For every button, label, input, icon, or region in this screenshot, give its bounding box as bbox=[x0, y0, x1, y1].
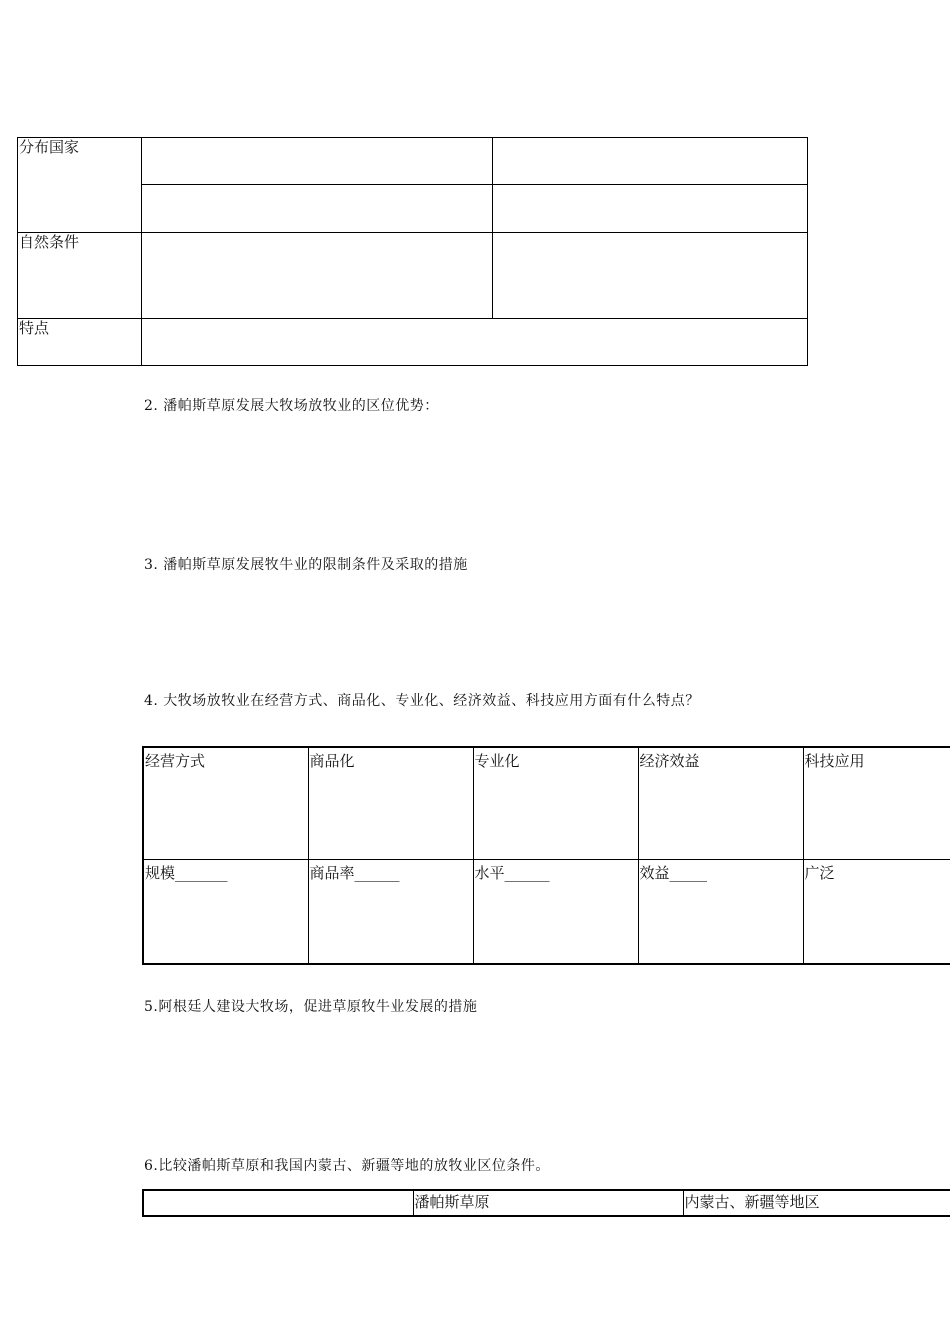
table-cell bbox=[493, 185, 808, 233]
header-specialization: 专业化 bbox=[473, 747, 638, 859]
table-cell bbox=[493, 233, 808, 319]
ranching-features-table bbox=[142, 746, 950, 965]
header-commercialization: 商品化 bbox=[308, 747, 473, 859]
cell-widespread: 广泛 bbox=[803, 859, 950, 964]
question-5: 5.阿根廷人建设大牧场，促进草原牧牛业发展的措施 bbox=[144, 999, 478, 1015]
table-cell bbox=[493, 138, 808, 185]
question-2: 2. 潘帕斯草原发展大牧场放牧业的区位优势： bbox=[144, 398, 439, 414]
cell-commodity-rate: 商品率______ bbox=[308, 859, 473, 964]
table-cell bbox=[142, 185, 493, 233]
row-label-conditions: 自然条件 bbox=[18, 233, 142, 319]
header-inner-mongolia-xinjiang: 内蒙古、新疆等地区 bbox=[683, 1190, 950, 1216]
header-operation-mode: 经营方式 bbox=[143, 747, 308, 859]
table-cell bbox=[142, 319, 808, 366]
question-3: 3. 潘帕斯草原发展牧牛业的限制条件及采取的措施 bbox=[144, 557, 468, 573]
table-cell bbox=[142, 138, 493, 185]
cell-scale: 规模_______ bbox=[143, 859, 308, 964]
header-technology: 科技应用 bbox=[803, 747, 950, 859]
row-label-countries: 分布国家 bbox=[18, 138, 142, 233]
question-6: 6.比较潘帕斯草原和我国内蒙古、新疆等地的放牧业区位条件。 bbox=[144, 1158, 550, 1174]
cell-benefit: 效益_____ bbox=[638, 859, 803, 964]
row-label-features: 特点 bbox=[18, 319, 142, 366]
header-economic-benefit: 经济效益 bbox=[638, 747, 803, 859]
comparison-table-1 bbox=[17, 137, 808, 366]
question-4: 4. 大牧场放牧业在经营方式、商品化、专业化、经济效益、科技应用方面有什么特点？ bbox=[144, 693, 700, 709]
header-blank bbox=[143, 1190, 413, 1216]
region-comparison-table bbox=[142, 1189, 950, 1217]
table-cell bbox=[142, 233, 493, 319]
header-pampas: 潘帕斯草原 bbox=[413, 1190, 683, 1216]
cell-level: 水平______ bbox=[473, 859, 638, 964]
